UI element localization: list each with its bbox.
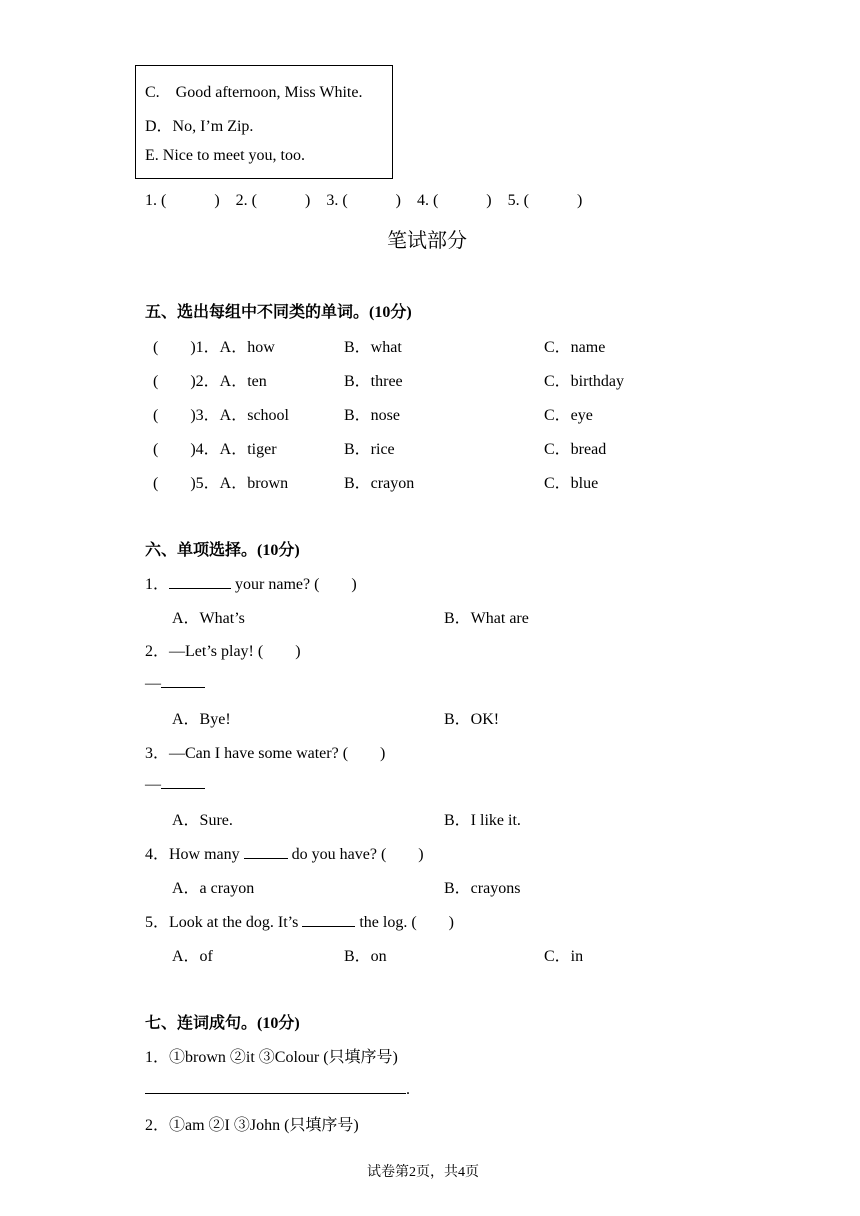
q5-blank [302,912,355,927]
q5-option-a: A．of [172,948,213,965]
part5-row-2-c: C．birthday [544,373,624,390]
part5-row-2-b: B．three [344,373,403,390]
q3-blank [161,774,205,789]
q4-option-b: B．crayons [444,880,521,897]
q4-text-start: 4．How many [145,846,244,863]
q2-option-a: A．Bye! [172,711,231,728]
part6-q4 [145,841,424,864]
q1-option-a: A．What’s [172,610,245,627]
q3-dash: — [145,776,161,793]
q5-option-c: C．in [544,948,584,965]
page-footer: 试卷第2页，共4页 [367,1165,479,1180]
part7-heading: 七、连词成句。(10分) [145,1015,300,1032]
q1-period: . [406,1081,410,1098]
part5-heading: 五、选出每组中不同类的单词。(10分) [145,304,412,321]
part5-row-2-a: ( )2．A．ten [153,373,267,390]
option-c: C. Good afternoon, Miss White. [145,84,363,101]
option-d: D．No, I’m Zip. [145,118,254,135]
part6-q3: 3．—Can I have some water? ( ) [145,745,386,762]
q2-option-b: B．OK! [444,711,500,728]
part5-row-4-b: B．rice [344,441,395,458]
q1-answer-blank [145,1079,406,1094]
part7-q1-answer-line [145,1079,410,1099]
part5-row-4-c: C．bread [544,441,607,458]
q5-text-start: 5．Look at the dog. It’s [145,914,303,931]
q4-text-end: do you have? ( ) [287,846,424,863]
part7-q2: 2．①am ②I ③John (只填序号) [145,1117,359,1134]
section-title: 笔试部分 [387,228,467,252]
part5-row-1-b: B．what [344,339,402,356]
part6-heading: 六、单项选择。(10分) [145,542,300,559]
q1-number: 1． [145,576,170,593]
part5-row-1-a: ( )1．A．how [153,339,275,356]
part5-row-3-c: C．eye [544,407,593,424]
q5-text-end: the log. ( ) [355,914,454,931]
part5-row-3-a: ( )3．A．school [153,407,289,424]
q2-dash: — [145,675,161,692]
q3-reply-line [145,774,205,794]
part6-q2: 2．—Let’s play! ( ) [145,643,301,660]
part5-row-5-c: C．blue [544,475,599,492]
answer-row: 1. ( ) 2. ( ) 3. ( ) 4. ( ) 5. ( ) [145,192,583,209]
part5-row-5-b: B．crayon [344,475,415,492]
part5-row-1-c: C．name [544,339,606,356]
q1-blank [169,574,231,589]
matching-options-box [135,65,393,179]
q3-option-b: B．I like it. [444,812,521,829]
part5-row-4-a: ( )4．A．tiger [153,441,277,458]
q4-option-a: A．a crayon [172,880,255,897]
q2-blank [161,673,205,688]
part6-q1 [145,571,357,594]
q5-option-b: B．on [344,948,387,965]
part5-row-5-a: ( )5．A．brown [153,475,289,492]
part7-q1: 1．①brown ②it ③Colour (只填序号) [145,1049,398,1066]
q1-option-b: B．What are [444,610,529,627]
q2-reply-line [145,673,205,693]
part6-q5 [145,909,454,932]
part5-row-3-b: B．nose [344,407,401,424]
q1-text: your name? ( ) [231,576,357,593]
q4-blank [244,844,288,859]
option-e: E. Nice to meet you, too. [145,147,305,164]
q3-option-a: A．Sure. [172,812,233,829]
